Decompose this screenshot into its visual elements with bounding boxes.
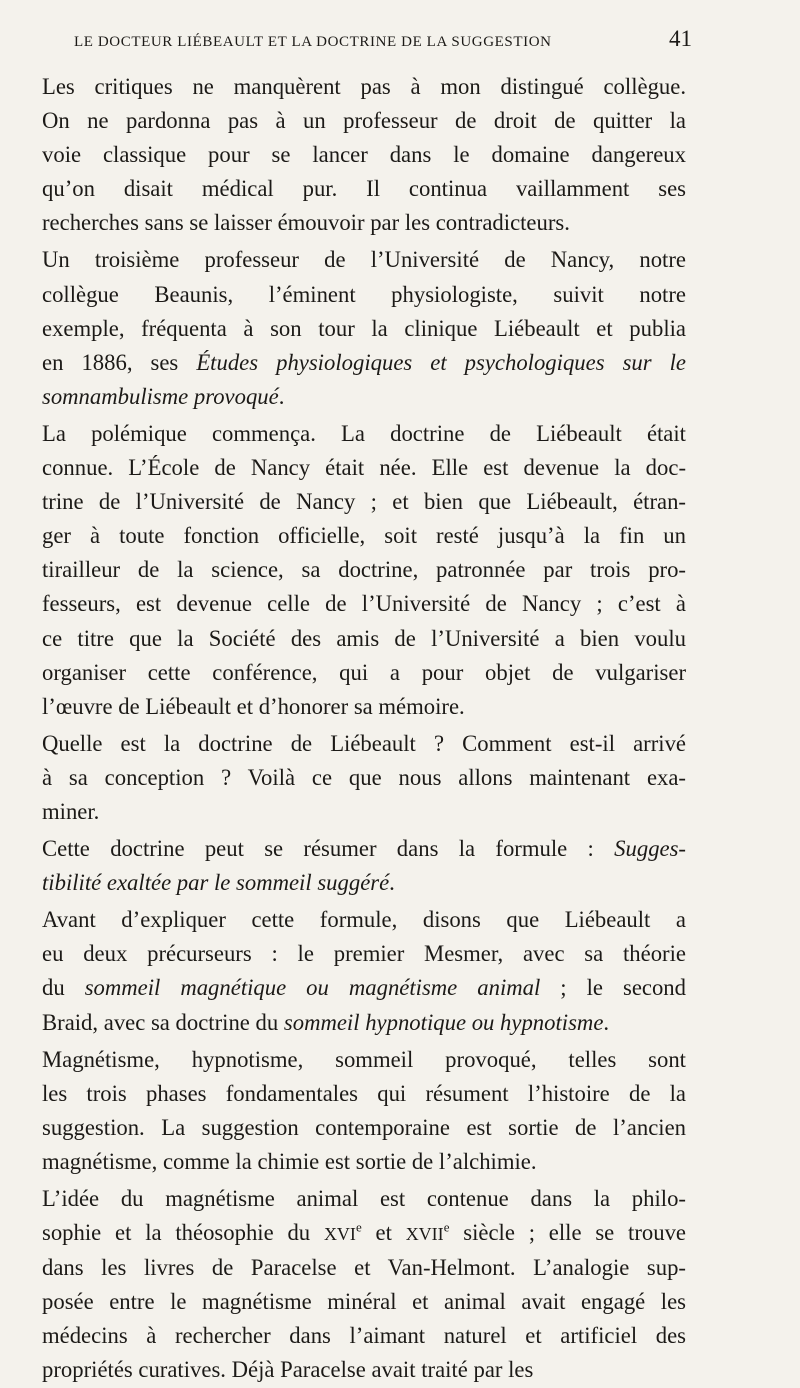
- text-segment: ger à toute fonction officielle, soit resté jusqu’à la fin un: [42, 523, 686, 549]
- text-line: [42, 1077, 686, 1111]
- text-segment: médecins à rechercher dans l’aimant naturel et artificiel des: [42, 1323, 686, 1349]
- text-line: [42, 832, 686, 866]
- text-segment: Les critiques ne manquèrent pas à mon distingué collègue.: [42, 74, 686, 99]
- text-segment: .: [278, 383, 285, 409]
- text-segment: ce titre que la Société des amis de l’Université a bien voulu: [42, 625, 686, 651]
- paragraph: [42, 243, 686, 413]
- text-segment: .: [389, 870, 395, 896]
- text-line: [42, 1251, 686, 1285]
- text-segment: Cette doctrine peut se résumer dans la formule :: [42, 836, 615, 862]
- italic-segment: sommeil hypnotique ou hypnotisme: [283, 1009, 604, 1035]
- text-segment: sophie et la théosophie du: [42, 1220, 324, 1246]
- text-line: [42, 1043, 686, 1077]
- text-line: [42, 1145, 686, 1179]
- text-line: [42, 1353, 686, 1387]
- text-segment: Braid, avec sa doctrine du: [42, 1009, 284, 1035]
- text-segment: collègue Beaunis, l’éminent physiologiste, suivit notre: [42, 281, 686, 307]
- text-segment: exemple, fréquenta à son tour la clinique Liébeault et publia: [42, 315, 686, 341]
- text-segment: Un troisième professeur de l’Université de Nancy, notre: [42, 247, 686, 273]
- text-segment: eu deux précurseurs : le premier Mesmer, avec sa théorie: [42, 941, 686, 967]
- text-line: [42, 656, 686, 690]
- text-line: [42, 243, 686, 277]
- paragraph: [42, 70, 686, 240]
- text-line: [42, 312, 686, 346]
- text-line: [42, 417, 686, 451]
- text-line: [42, 138, 686, 172]
- text-line: [42, 1006, 686, 1040]
- paragraph: [42, 1043, 686, 1179]
- text-line: [42, 1182, 686, 1216]
- text-segment: .: [603, 1009, 610, 1035]
- paragraph: [42, 1182, 686, 1388]
- superscript: e: [355, 1219, 362, 1235]
- italic-segment: Sugges-: [614, 836, 686, 862]
- text-line: [42, 937, 686, 971]
- text-segment: voie classique pour se lancer dans le domaine dangereux: [42, 142, 686, 168]
- text-line: [42, 380, 686, 414]
- superscript: e: [443, 1219, 450, 1235]
- text-segment: connue. L’École de Nancy était née. Elle est devenue la doc-: [42, 455, 686, 481]
- text-segment: recherches sans se laisser émouvoir par les contradicteurs.: [42, 210, 570, 236]
- text-segment: suggestion. La suggestion contemporaine est sortie de l’ancien: [42, 1114, 686, 1140]
- text-line: [42, 451, 686, 485]
- text-line: [42, 70, 686, 104]
- text-segment: Magnétisme, hypnotisme, sommeil provoqué, telles sont: [42, 1046, 686, 1072]
- text-segment: dans les livres de Paracelse et Van-Helmont. L’analogie sup-: [42, 1255, 686, 1281]
- text-line: [42, 346, 686, 380]
- page-number: 41: [669, 26, 692, 51]
- text-segment: tirailleur de la science, sa doctrine, patronnée par trois pro-: [42, 557, 686, 583]
- text-line: [42, 104, 686, 138]
- text-line: [42, 206, 686, 240]
- text-segment: ; le second: [540, 975, 686, 1001]
- text-line: [42, 172, 686, 206]
- text-segment: fesseurs, est devenue celle de l’Université de Nancy ; c’est à: [42, 591, 686, 617]
- text-segment: à sa conception ? Voilà ce que nous allons maintenant exa-: [42, 764, 686, 790]
- running-head: LE DOCTEUR LIÉBEAULT ET LA DOCTRINE DE LA SUGGESTION: [74, 34, 552, 50]
- text-segment: miner.: [42, 798, 100, 824]
- text-line: [42, 727, 686, 761]
- text-line: [42, 1111, 686, 1145]
- text-line: [42, 553, 686, 587]
- text-segment: XVII: [405, 1224, 444, 1245]
- text-segment: L’idée du magnétisme animal est contenue dans la philo-: [42, 1186, 686, 1211]
- italic-segment: sommeil magnétique ou magnétisme animal: [84, 975, 541, 1001]
- italic-segment: tibilité exaltée par le sommeil suggéré: [42, 870, 390, 896]
- text-segment: qu’on disait médical pur. Il continua vaillamment ses: [42, 176, 686, 202]
- text-line: [42, 1216, 686, 1251]
- text-line: [42, 519, 686, 553]
- text-line: [42, 903, 686, 937]
- text-segment: La polémique commença. La doctrine de Liébeault était: [42, 420, 686, 446]
- text-segment: Quelle est la doctrine de Liébeault ? Comment est-il arrivé: [42, 730, 686, 756]
- text-segment: siècle ; elle se trouve: [449, 1220, 686, 1246]
- paragraph: [42, 727, 686, 829]
- text-line: [42, 587, 686, 621]
- italic-segment: somnambulisme provoqué: [42, 383, 279, 409]
- text-segment: l’œuvre de Liébeault et d’honorer sa mémoire.: [42, 693, 465, 719]
- italic-segment: Études physiologiques et psychologiques sur le: [196, 349, 686, 375]
- text-segment: du: [42, 975, 85, 1001]
- text-line: [42, 761, 686, 795]
- text-segment: On ne pardonna pas à un professeur de droit de quitter la: [42, 108, 686, 134]
- text-segment: propriétés curatives. Déjà Paracelse avait traité par les: [42, 1357, 534, 1383]
- text-segment: trine de l’Université de Nancy ; et bien que Liébeault, étran-: [42, 489, 686, 515]
- page-body-text: [42, 70, 686, 1388]
- paragraph: [42, 417, 686, 724]
- text-line: [42, 971, 686, 1005]
- text-line: [42, 485, 686, 519]
- text-line: [42, 622, 686, 656]
- text-line: [42, 1285, 686, 1319]
- text-line: [42, 866, 686, 900]
- text-segment: magnétisme, comme la chimie est sortie de l’alchimie.: [42, 1148, 537, 1174]
- paragraph: [42, 903, 686, 1039]
- text-line: [42, 1319, 686, 1353]
- text-segment: et: [361, 1220, 406, 1246]
- paragraph: [42, 832, 686, 900]
- page-header: [74, 26, 692, 52]
- text-segment: les trois phases fondamentales qui résument l’histoire de la: [42, 1080, 686, 1106]
- text-segment: organiser cette conférence, qui a pour objet de vulgariser: [42, 659, 686, 685]
- text-segment: en 1886, ses: [42, 349, 197, 375]
- text-line: [42, 690, 686, 724]
- text-segment: Avant d’expliquer cette formule, disons que Liébeault a: [42, 907, 686, 933]
- text-segment: posée entre le magnétisme minéral et animal avait engagé les: [42, 1289, 686, 1315]
- text-line: [42, 278, 686, 312]
- text-line: [42, 795, 686, 829]
- text-segment: XVI: [323, 1224, 356, 1245]
